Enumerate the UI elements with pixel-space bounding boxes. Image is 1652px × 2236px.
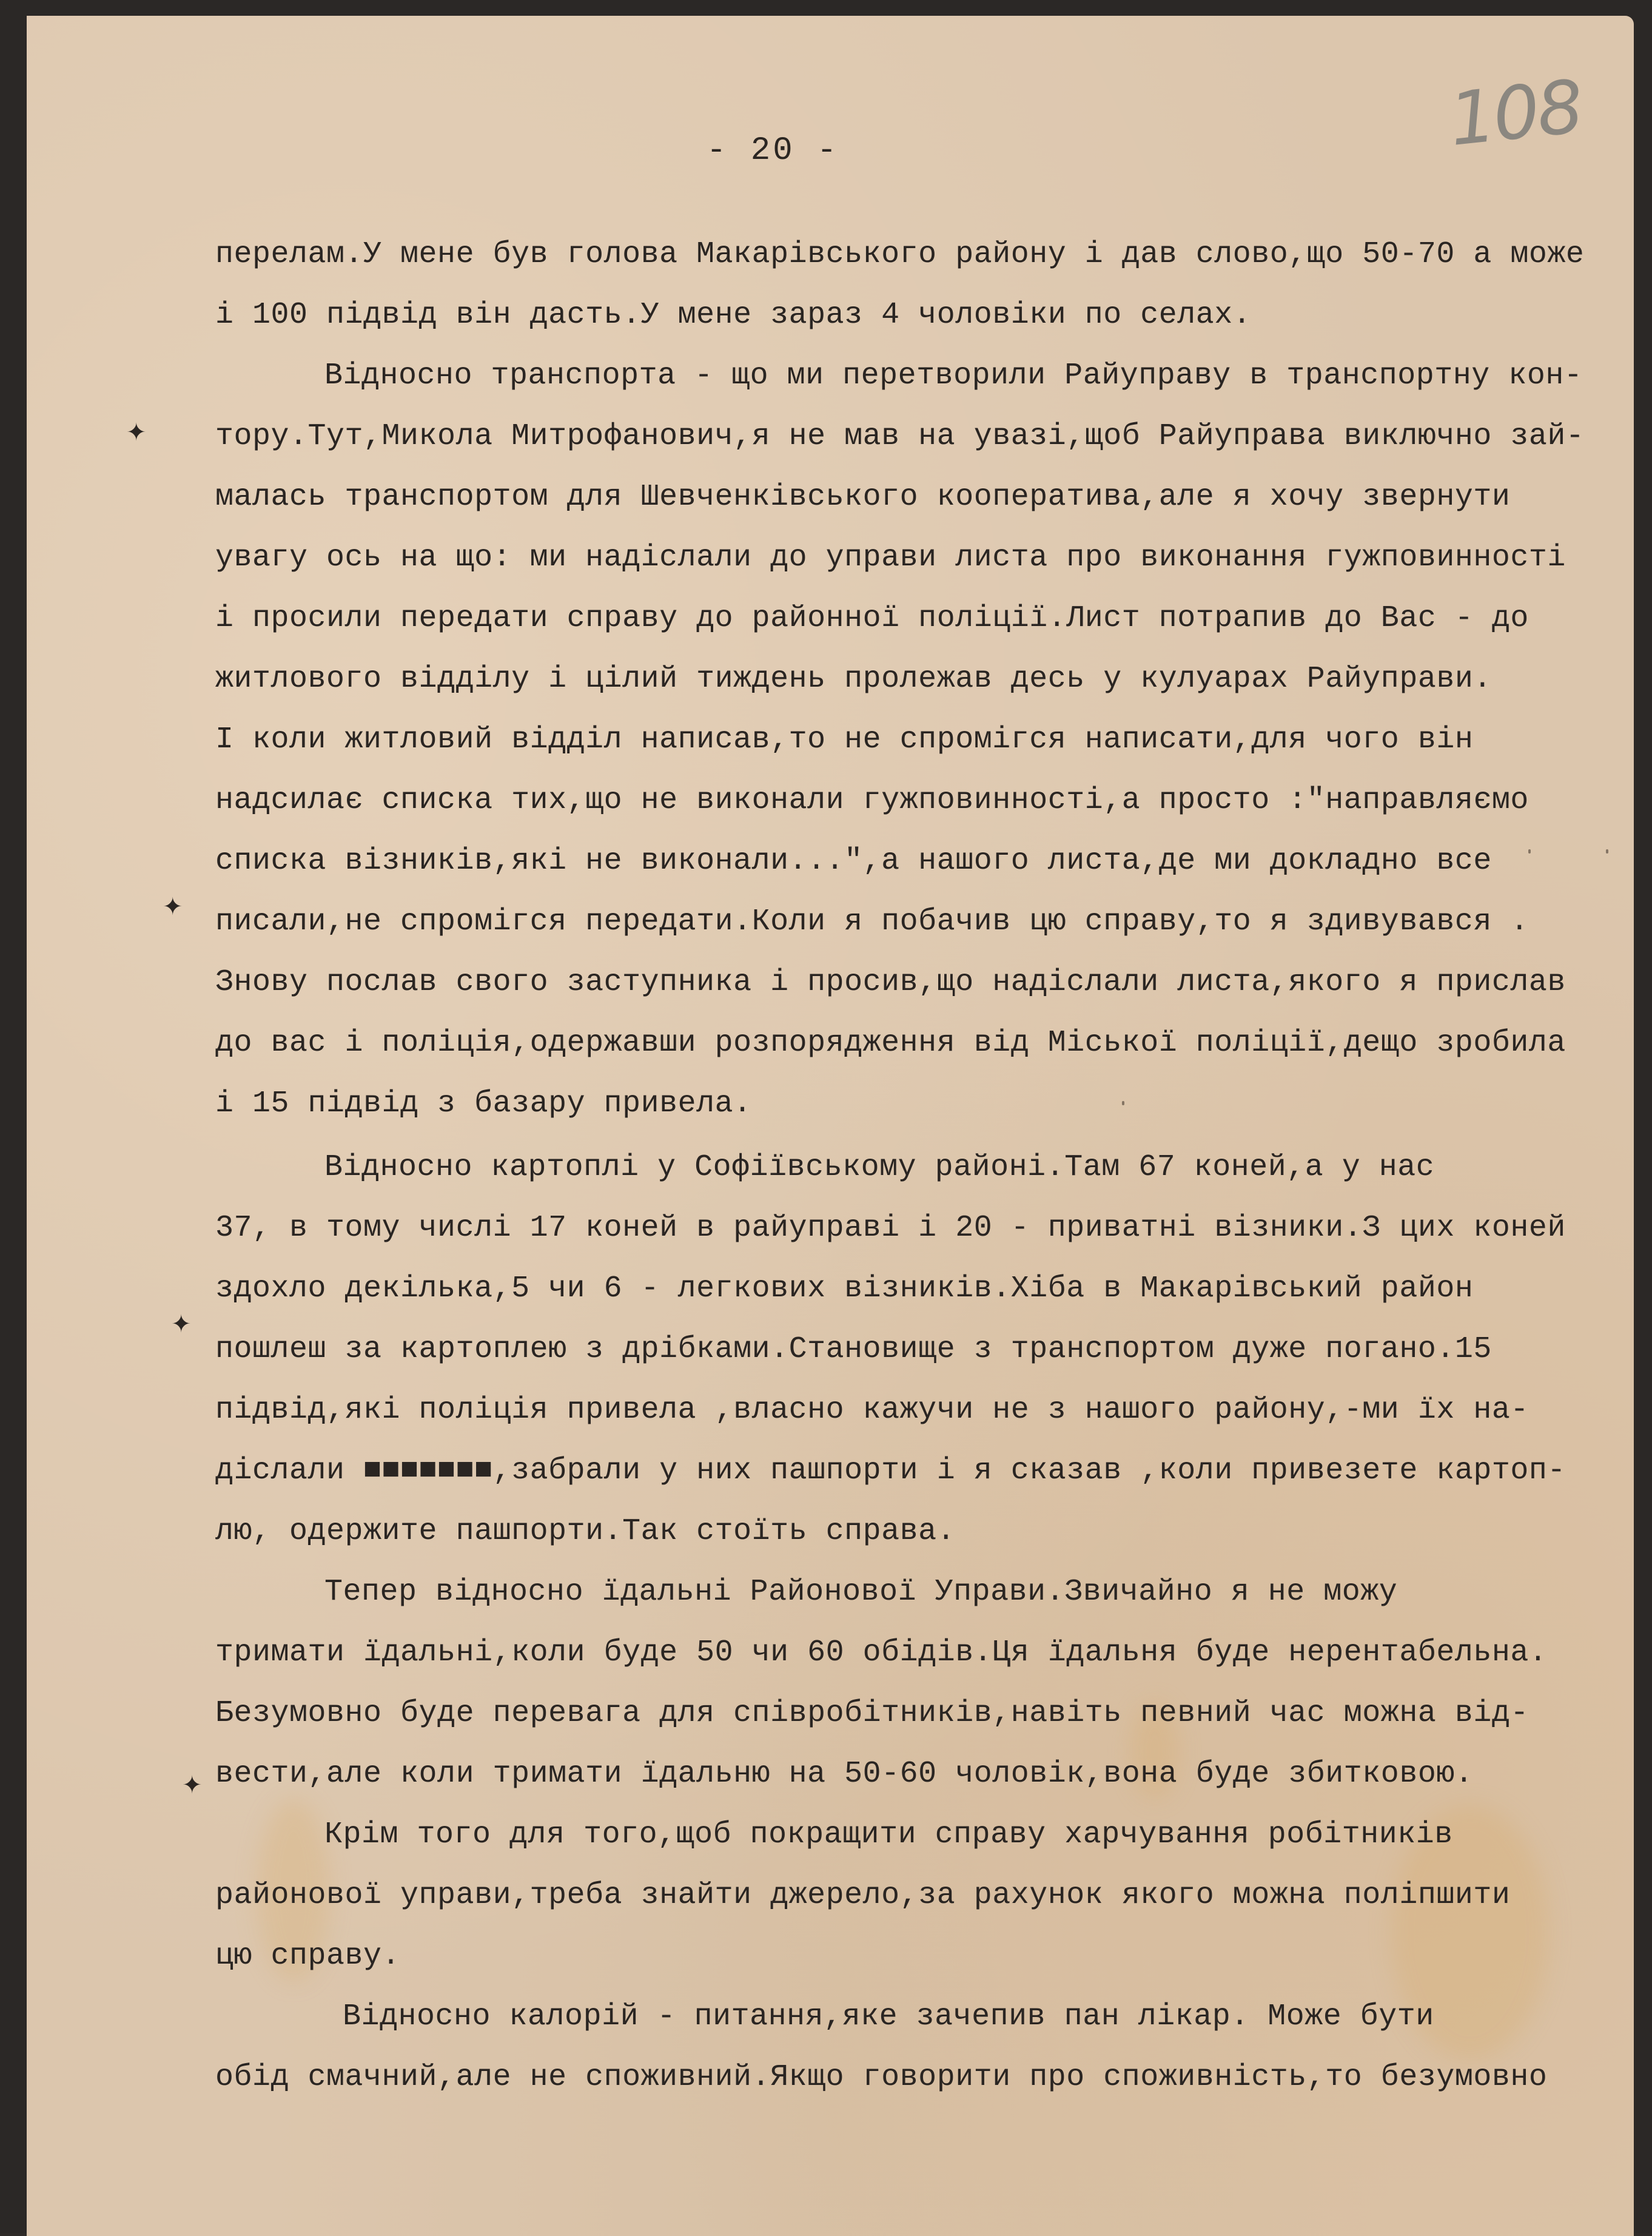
page-number: - 20 - (707, 132, 839, 169)
text-line: тримати їдальні,коли буде 50 чи 60 обідів.Ця їдальня буде нерентабельна. (215, 1635, 1548, 1670)
text-line: лю, одержите пашпорти.Так стоїть справа. (215, 1514, 956, 1549)
text-line: І коли житловий відділ написав,то не спромігся написати,для чого він (215, 722, 1474, 757)
text-line: 37, в тому числі 17 коней в райуправі і 20 - приватні візники.З цих коней (215, 1211, 1566, 1245)
text-line: списка візників,які не виконали...",а нашого листа,де ми докладно все (215, 844, 1492, 878)
text-line: до вас і поліція,одержавши розпорядження від Міської поліції,дещо зробила (215, 1026, 1566, 1060)
text-line: житлового відділу і цілий тиждень пролежав десь у кулуарах Райуправи. (215, 662, 1492, 696)
text-line-paragraph-start: Відносно картоплі у Софіївському районі.Там 67 коней,а у нас (324, 1150, 1435, 1185)
text-line: і 100 підвід він дасть.У мене зараз 4 чоловіки по селах. (215, 298, 1252, 332)
text-line: діслали ■■■■■■■,забрали у них пашпорти і я сказав ,коли привезете картоп- (215, 1453, 1566, 1488)
binding-mark-icon: ✦ (171, 1310, 192, 1338)
text-line: писали,не спромігся передати.Коли я побачив цю справу,то я здивувався . (215, 904, 1529, 939)
binding-mark-icon: ✦ (163, 893, 183, 921)
text-line-paragraph-start: Відносно калорій - питання,яке зачепив пан лікар. Може бути (343, 1999, 1434, 2034)
paper-speck (1606, 849, 1608, 854)
text-line: районової управи,треба знайти джерело,за рахунок якого можна поліпшити (215, 1878, 1511, 1913)
text-line: здохло декілька,5 чи 6 - легкових візників.Хіба в Макарівський район (215, 1271, 1474, 1306)
text-line: і 15 підвід з базару привела. (215, 1086, 752, 1121)
text-line: увагу ось на що: ми надіслали до управи листа про виконання гужповинності (215, 540, 1566, 575)
text-line: вести,але коли тримати їдальню на 50-60 чоловік,вона буде збитковою. (215, 1757, 1474, 1791)
text-line-paragraph-start: Крім того для того,щоб покращити справу харчування робітників (324, 1817, 1453, 1852)
text-line: Знову послав свого заступника і просив,що надіслали листа,якого я прислав (215, 965, 1566, 1000)
text-line: Безумовно буде перевага для співробітників,навіть певний час можна від- (215, 1696, 1529, 1731)
text-line-paragraph-start: Відносно транспорта - що ми перетворили Райуправу в транспортну кон- (324, 359, 1583, 393)
typed-body-text (215, 224, 1585, 2108)
text-line: перелам.У мене був голова Макарівського району і дав слово,що 50-70 а може (215, 237, 1585, 272)
archive-sheet-number: 108 (1445, 65, 1585, 163)
text-line: підвід,які поліція привела ,власно кажучи не з нашого району,-ми їх на- (215, 1393, 1529, 1427)
text-line: і просили передати справу до районної поліції.Лист потрапив до Вас - до (215, 601, 1529, 636)
binding-mark-icon: ✦ (182, 1771, 203, 1799)
binding-mark-icon: ✦ (126, 419, 147, 446)
text-line: надсилає списка тих,що не виконали гужповинності,а просто :"направляємо (215, 783, 1529, 818)
text-line: обід смачний,але не споживний.Якщо говорити про споживність,то безумовно (215, 2060, 1548, 2095)
text-line: пошлеш за картоплею з дрібками.Становище з транспортом дуже погано.15 (215, 1332, 1492, 1367)
text-line: цю справу. (215, 1939, 401, 1973)
text-line-paragraph-start: Тепер відносно їдальні Районової Управи.Звичайно я не можу (324, 1575, 1398, 1609)
text-line: тору.Тут,Микола Митрофанович,я не мав на увазі,щоб Райуправа виключно зай- (215, 419, 1585, 454)
text-line: малась транспортом для Шевченківського кооператива,але я хочу звернути (215, 480, 1511, 514)
